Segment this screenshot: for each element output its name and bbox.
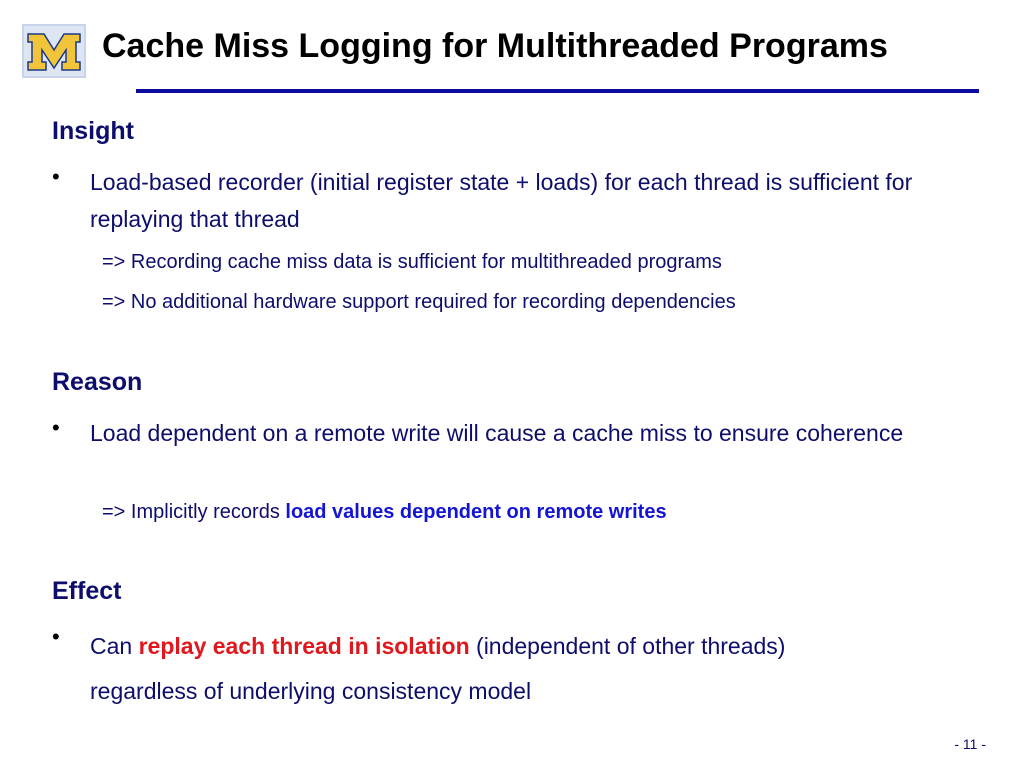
sub-item: => Recording cache miss data is sufficient for multithreaded programs [102,251,722,273]
sub-item-text: => Implicitly records [102,501,286,523]
section-heading-effect: Effect [52,577,122,605]
bullet-icon: • [52,415,60,440]
bullet-icon: • [52,164,60,189]
sub-item [102,501,667,524]
university-logo-icon [22,24,86,78]
bullet-text-suffix: (independent of other threads) [469,633,786,659]
section-heading-insight: Insight [52,117,134,145]
section-heading-reason: Reason [52,368,143,396]
bullet-text-prefix: Can [90,633,139,659]
highlight-text: replay each thread in isolation [138,633,470,659]
highlight-text: load values dependent on remote writes [285,501,667,523]
bullet-text-line2: regardless of underlying consistency model [90,678,532,704]
title-underline [136,89,979,93]
page-title: Cache Miss Logging for Multithreaded Programs [102,27,888,65]
bullet-icon: • [52,624,60,649]
bullet-text [90,624,980,714]
sub-item: => No additional hardware support required for recording dependencies [102,291,736,313]
bullet-text: Load dependent on a remote write will cause a cache miss to ensure coherence [90,420,904,446]
bullet-text: Load-based recorder (initial register state + loads) for each thread is sufficient for replaying that thread [90,169,913,232]
page-number: - 11 - [954,736,986,752]
